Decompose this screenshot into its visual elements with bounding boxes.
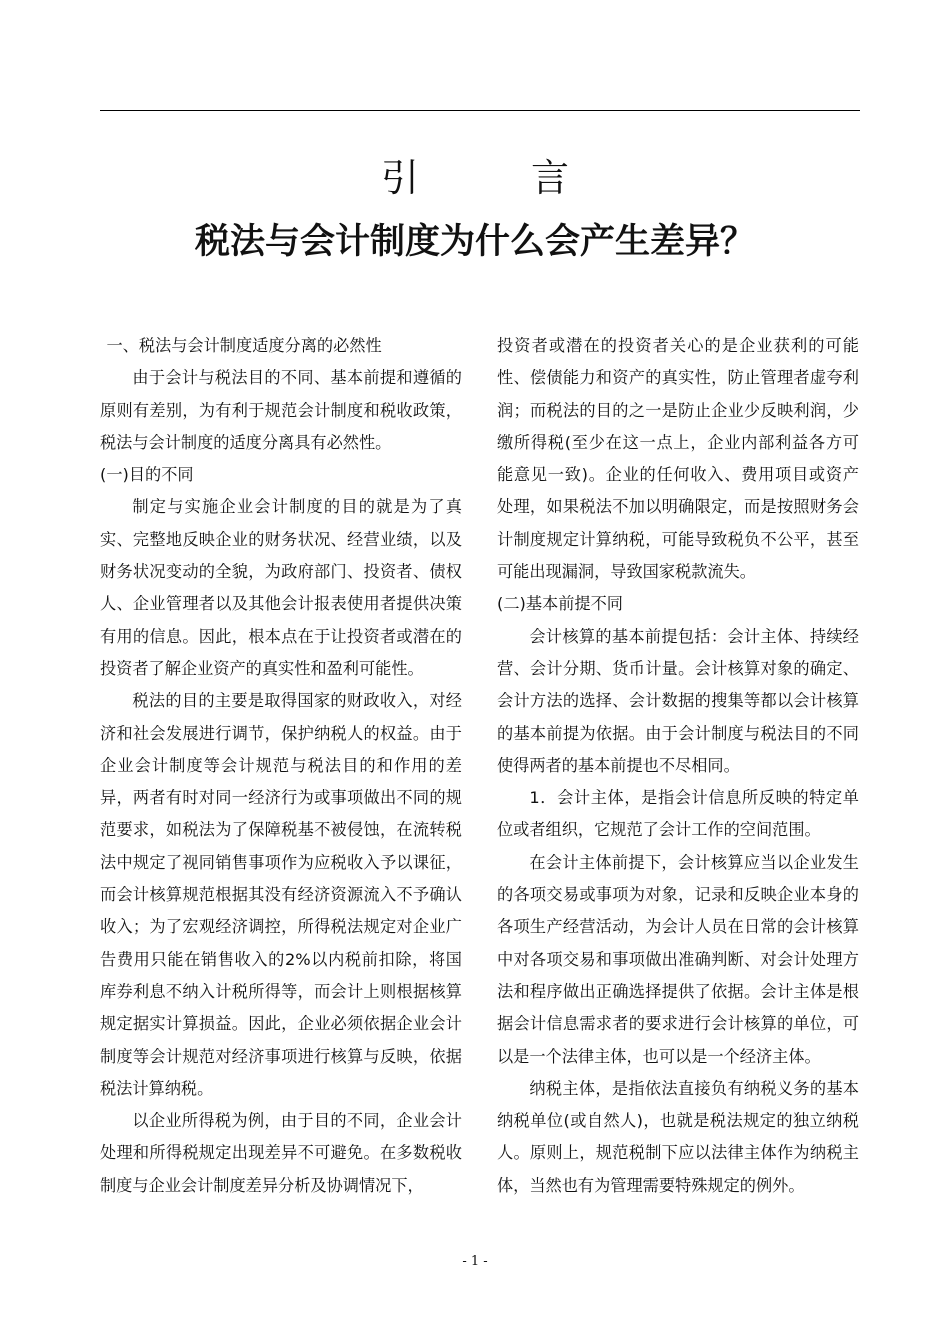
paragraph: 由于会计与税法目的不同、基本前提和遵循的原则有差别，为有利于规范会计制度和税收政策，税法与会计制度的适度分离具有必然性。 [100, 368, 462, 452]
subsection-heading: (二)基本前提不同 [497, 594, 623, 614]
section-heading: 一、税法与会计制度适度分离的必然性 [106, 336, 382, 355]
paragraph: 会计核算的基本前提包括：会计主体、持续经营、会计分期、货币计量。会计核算对象的确定、会计方法的选择、会计数据的搜集等都以会计核算的基本前提为依据。由于会计制度与税法目的不同使得两者的基本前提也不尽相同。 [497, 626, 859, 775]
chapter-title: 引 言 [380, 156, 620, 200]
page-number: - 1 - [462, 1254, 488, 1269]
page-subtitle: 税法与会计制度为什么会产生差异？ [194, 222, 755, 262]
paragraph: 在会计主体前提下，会计核算应当以企业发生的各项交易或事项为对象，记录和反映企业本身的各项生产经营活动，为会计人员在日常的会计核算中对各项交易和事项做出准确判断、对会计处理方法和程序做出正确选择提供了依据。会计主体是根据会计信息需求者的要求进行会计核算的单位，可以是一个法律主体，也可以是一个经济主体。 [497, 852, 859, 1066]
header-rule [100, 110, 860, 111]
paragraph: 1．会计主体，是指会计信息所反映的特定单位或者组织，它规范了会计工作的空间范围。 [497, 788, 859, 840]
right-column [497, 330, 859, 1202]
subsection-heading: (一)目的不同 [100, 465, 194, 485]
paragraph: 税法的目的主要是取得国家的财政收入，对经济和社会发展进行调节，保护纳税人的权益。由于企业会计制度等会计规范与税法目的和作用的差异，两者有时对同一经济行为或事项做出不同的规范要求，如税法为了保障税基不被侵蚀，在流转税法中规定了视同销售事项作为应税收入予以课征，而会计核算规范根据其没有经济资源流入不予确认收入；为了宏观经济调控，所得税法规定对企业广告费用只能在销售收入的2%以内税前扣除，将国库券利息不纳入计税所得等，而会计上则根据核算规定据实计算损益。因此，企业必须依据企业会计制度等会计规范对经济事项进行核算与反映，依据税法计算纳税。 [100, 691, 462, 1098]
left-column [100, 330, 462, 1202]
paragraph-continued: 投资者或潜在的投资者关心的是企业获利的可能性、偿债能力和资产的真实性，防止管理者虚夸利润；而税法的目的之一是防止企业少反映利润，少缴所得税(至少在这一点上，企业内部利益各方可能意见一致)。企业的任何收入、费用项目或资产处理，如果税法不加以明确限定，而是按照财务会计制度规定计算纳税，可能导致税负不公平，甚至可能出现漏洞，导致国家税款流失。 [497, 336, 859, 582]
paragraph: 纳税主体，是指依法直接负有纳税义务的基本纳税单位(或自然人)，也就是税法规定的独立纳税人。原则上，规范税制下应以法律主体作为纳税主体，当然也有为管理需要特殊规定的例外。 [497, 1078, 859, 1195]
paragraph: 制定与实施企业会计制度的目的就是为了真实、完整地反映企业的财务状况、经营业绩，以及财务状况变动的全貌，为政府部门、投资者、债权人、企业管理者以及其他会计报表使用者提供决策有用的信息。因此，根本点在于让投资者或潜在的投资者了解企业资产的真实性和盈利可能性。 [100, 497, 462, 678]
paragraph: 以企业所得税为例，由于目的不同，企业会计处理和所得税规定出现差异不可避免。在多数税收制度与企业会计制度差异分析及协调情况下， [100, 1111, 462, 1195]
